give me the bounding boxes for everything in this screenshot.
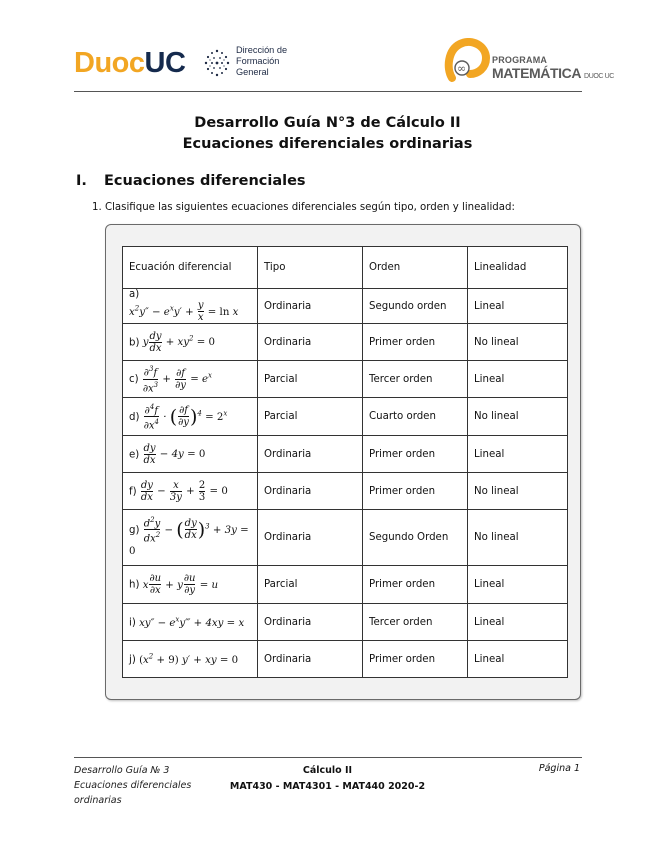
linealidad-cell: No lineal <box>468 324 568 361</box>
equation-i: i) $xy'' - e^xy‴ + 4xy = x$ <box>123 604 258 641</box>
tipo-cell: Parcial <box>258 398 363 436</box>
equation-a: a) $x^2y'' - e^xy'$ + $\frac{y}{x}$ = ln x <box>123 289 258 324</box>
page-title: Desarrollo Guía N°3 de Cálculo II <box>194 115 461 131</box>
linealidad-cell: Lineal <box>468 436 568 473</box>
header-tipo: Tipo <box>258 247 363 289</box>
orden-cell: Primer orden <box>363 436 468 473</box>
orden-cell: Cuarto orden <box>363 398 468 436</box>
footer-divider <box>74 757 582 758</box>
linealidad-cell: Lineal <box>468 361 568 398</box>
linealidad-cell: No lineal <box>468 398 568 436</box>
table-row <box>123 436 568 473</box>
orden-cell: Segundo orden <box>363 289 468 324</box>
table-row <box>123 604 568 641</box>
duoc-uc-logo: DuocUC <box>74 47 186 79</box>
header-linealidad: Linealidad <box>468 247 568 289</box>
equation-b: b) y $\frac{dy}{dx}$ + $xy^2 = 0$ <box>123 324 258 361</box>
equation-h: h) x $\frac{\partial u}{\partial x}$ + y $\frac{\partial u}{\partial y}$ = u <box>123 566 258 604</box>
header-divider <box>74 91 582 92</box>
linealidad-cell: No lineal <box>468 510 568 566</box>
footer-course: Cálculo II MAT430 - MAT4301 - MAT440 2020-2 <box>229 765 426 792</box>
equation-e: e) $\frac{dy}{dx}$ − 4y = 0 <box>123 436 258 473</box>
orden-cell: Segundo Orden <box>363 510 468 566</box>
table-row <box>123 473 568 510</box>
linealidad-cell: Lineal <box>468 566 568 604</box>
tipo-cell: Ordinaria <box>258 289 363 324</box>
tipo-cell: Ordinaria <box>258 510 363 566</box>
orden-cell: Primer orden <box>363 473 468 510</box>
tipo-cell: Ordinaria <box>258 641 363 678</box>
equation-f: f) $\frac{dy}{dx}$ − $\frac{x}{3y}$ + $\frac{2}{3}$ = 0 <box>123 473 258 510</box>
linealidad-cell: No lineal <box>468 473 568 510</box>
direccion-formacion-general: Dirección de Formación General <box>236 45 288 78</box>
table-row <box>123 361 568 398</box>
classification-table <box>122 246 568 678</box>
table-row <box>123 289 568 324</box>
tipo-cell: Ordinaria <box>258 473 363 510</box>
tipo-cell: Ordinaria <box>258 436 363 473</box>
equation-c: c) $\frac{\partial^3f}{\partial x^3}$ + $\frac{\partial f}{\partial y}$ = $e^x$ <box>123 361 258 398</box>
svg-text:∞: ∞ <box>457 62 467 75</box>
equation-d: d) $\frac{\partial^4f}{\partial x^4}$ · ( $\frac{\partial f}{\partial y}$ )$^4 = 2^x$ <box>123 398 258 436</box>
orden-cell: Tercer orden <box>363 361 468 398</box>
tipo-cell: Parcial <box>258 361 363 398</box>
exercise-statement: 1. Clasifique las siguientes ecuaciones diferenciales según tipo, orden y linealidad: <box>92 202 515 213</box>
header-ecuacion: Ecuación diferencial <box>123 247 258 289</box>
linealidad-cell: Lineal <box>468 289 568 324</box>
orden-cell: Primer orden <box>363 324 468 361</box>
section-heading: I. Ecuaciones diferenciales <box>76 173 306 189</box>
orden-cell: Tercer orden <box>363 604 468 641</box>
tipo-cell: Ordinaria <box>258 604 363 641</box>
table-header-row <box>123 247 568 289</box>
orden-cell: Primer orden <box>363 566 468 604</box>
page-subtitle: Ecuaciones diferenciales ordinarias <box>182 136 473 152</box>
tipo-cell: Parcial <box>258 566 363 604</box>
equation-g: g) $\frac{d^2y}{dx^2}$ − ( $\frac{dy}{dx}$ )$^3$ + 3y = 0 <box>123 510 258 566</box>
dotted-globe-icon <box>202 48 232 78</box>
table-row <box>123 324 568 361</box>
footer-guide-title: Desarrollo Guía № 3 Ecuaciones diferenciales ordinarias <box>74 765 192 806</box>
table-row <box>123 398 568 436</box>
programa-matematica-text: PROGRAMA MATEMÁTICA DUOC UC <box>492 55 614 81</box>
equation-j: j) $(x^2 + 9) y'$ + xy = 0 <box>123 641 258 678</box>
orden-cell: Primer orden <box>363 641 468 678</box>
linealidad-cell: Lineal <box>468 641 568 678</box>
table-row <box>123 566 568 604</box>
table-row <box>123 641 568 678</box>
linealidad-cell: Lineal <box>468 604 568 641</box>
programa-matematica-logo-icon <box>444 38 490 84</box>
table-row <box>123 510 568 566</box>
tipo-cell: Ordinaria <box>258 324 363 361</box>
footer-page-number: Página 1 <box>538 763 580 774</box>
header-orden: Orden <box>363 247 468 289</box>
